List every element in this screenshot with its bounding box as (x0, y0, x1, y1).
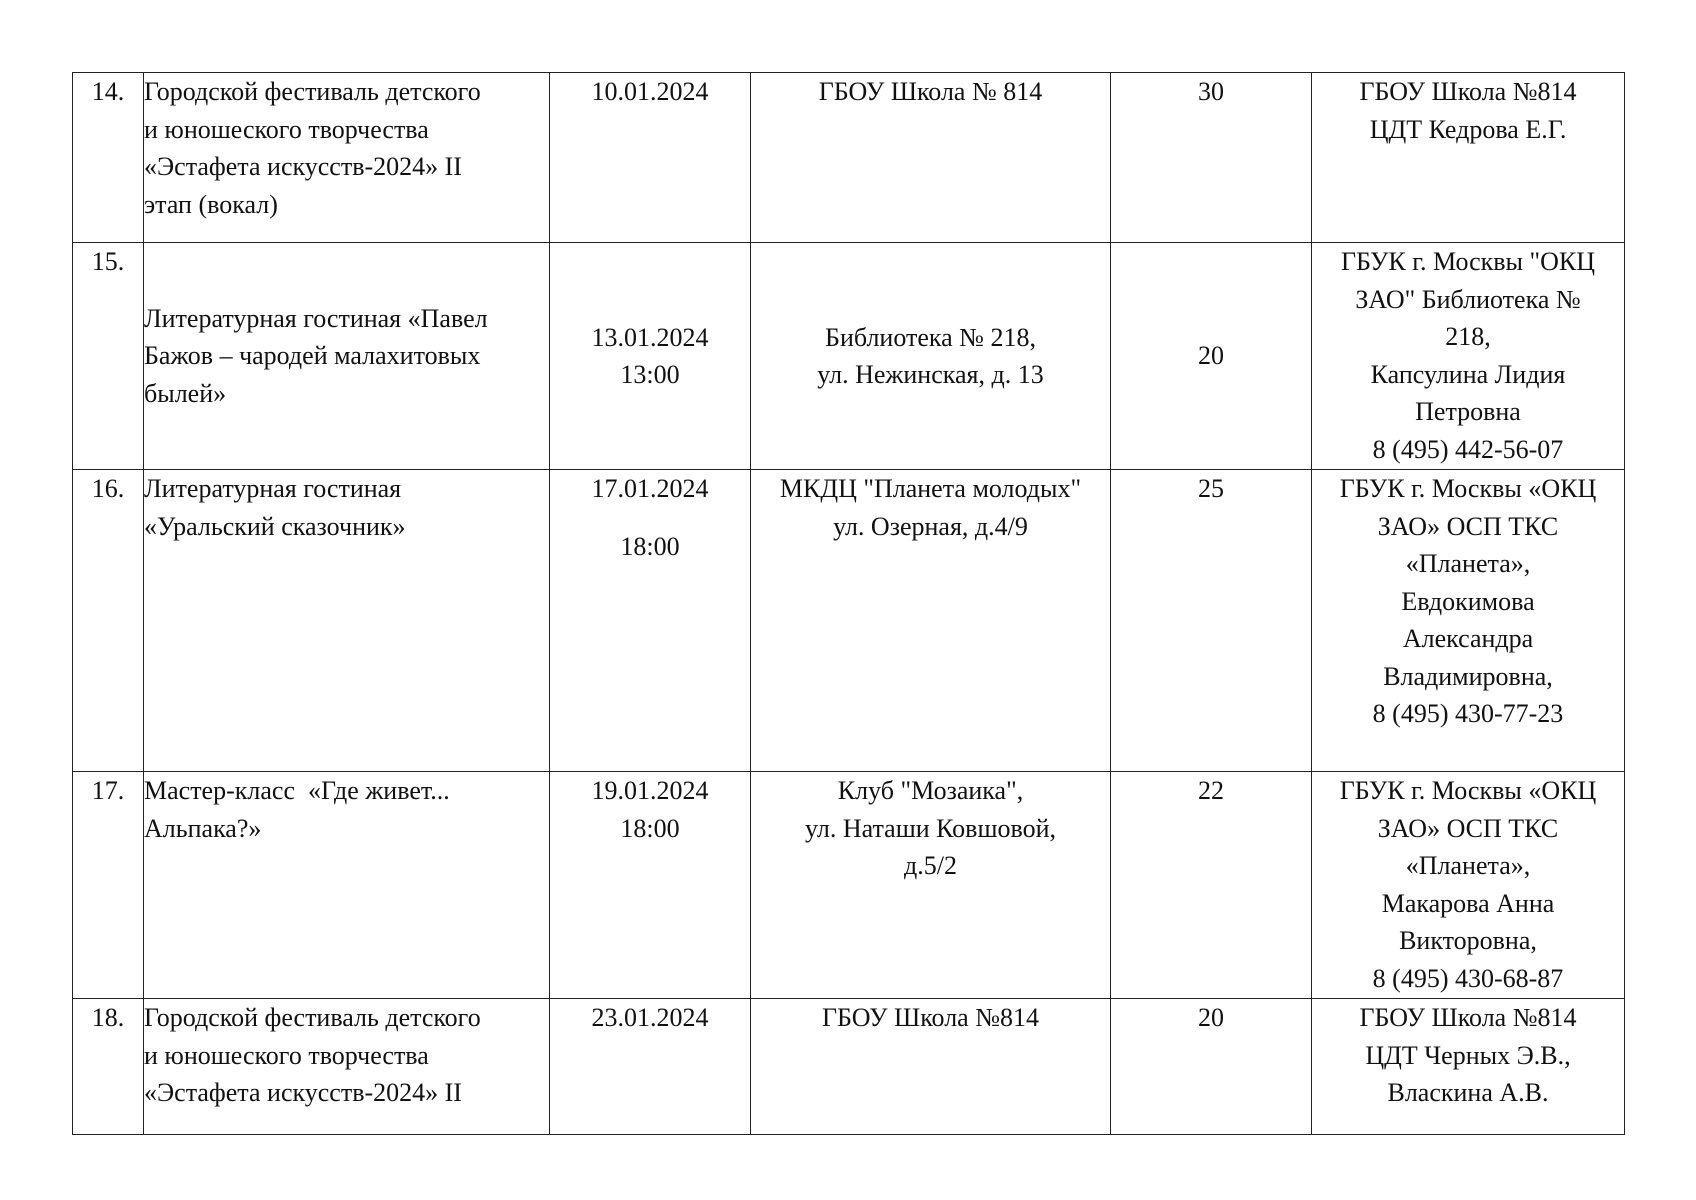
event-date: 19.01.2024 18:00 (550, 772, 751, 999)
responsible-contact: ГБУК г. Москвы "ОКЦ ЗАО" Библиотека № 218, Капсулина Лидия Петровна 8 (495) 442-56-07 (1312, 243, 1625, 470)
responsible-contact: ГБОУ Школа №814 ЦДТ Черных Э.В., Власкина А.В. (1312, 999, 1625, 1135)
participant-count: 25 (1111, 470, 1312, 772)
table-row (73, 999, 1625, 1135)
row-number: 14. (73, 73, 144, 243)
event-title: Городской фестиваль детского и юношеского творчества «Эстафета искусств-2024» II (144, 999, 550, 1135)
participant-count: 30 (1111, 73, 1312, 243)
table-row (73, 243, 1625, 470)
event-title: Литературная гостиная «Уральский сказочник» (144, 470, 550, 772)
event-place: Библиотека № 218, ул. Нежинская, д. 13 (751, 243, 1111, 470)
events-table (72, 72, 1625, 1135)
responsible-contact: ГБОУ Школа №814 ЦДТ Кедрова Е.Г. (1312, 73, 1625, 243)
table-row (73, 73, 1625, 243)
event-place: ГБОУ Школа № 814 (751, 73, 1111, 243)
row-number: 16. (73, 470, 144, 772)
event-place: Клуб "Мозаика", ул. Наташи Ковшовой, д.5/2 (751, 772, 1111, 999)
event-place: ГБОУ Школа №814 (751, 999, 1111, 1135)
row-number: 18. (73, 999, 144, 1135)
participant-count: 20 (1111, 243, 1312, 470)
participant-count: 22 (1111, 772, 1312, 999)
row-number: 17. (73, 772, 144, 999)
event-place: МКДЦ "Планета молодых" ул. Озерная, д.4/9 (751, 470, 1111, 772)
responsible-contact: ГБУК г. Москвы «ОКЦ ЗАО» ОСП ТКС «Планета», Макарова Анна Викторовна, 8 (495) 430-68-87 (1312, 772, 1625, 999)
table-row (73, 772, 1625, 999)
event-date: 23.01.2024 (550, 999, 751, 1135)
responsible-contact: ГБУК г. Москвы «ОКЦ ЗАО» ОСП ТКС «Планета», Евдокимова Александра Владимировна, 8 (495) 430-77-23 (1312, 470, 1625, 772)
event-title: Мастер-класс «Где живет... Альпака?» (144, 772, 550, 999)
event-date: 13.01.2024 13:00 (550, 243, 751, 470)
event-title: Литературная гостиная «Павел Бажов – чародей малахитовых былей» (144, 243, 550, 470)
event-date: 10.01.2024 (550, 73, 751, 243)
row-number: 15. (73, 243, 144, 470)
table-row (73, 470, 1625, 772)
event-title: Городской фестиваль детского и юношеского творчества «Эстафета искусств-2024» II этап (вокал) (144, 73, 550, 243)
participant-count: 20 (1111, 999, 1312, 1135)
event-date: 17.01.2024 18:00 (550, 470, 751, 772)
